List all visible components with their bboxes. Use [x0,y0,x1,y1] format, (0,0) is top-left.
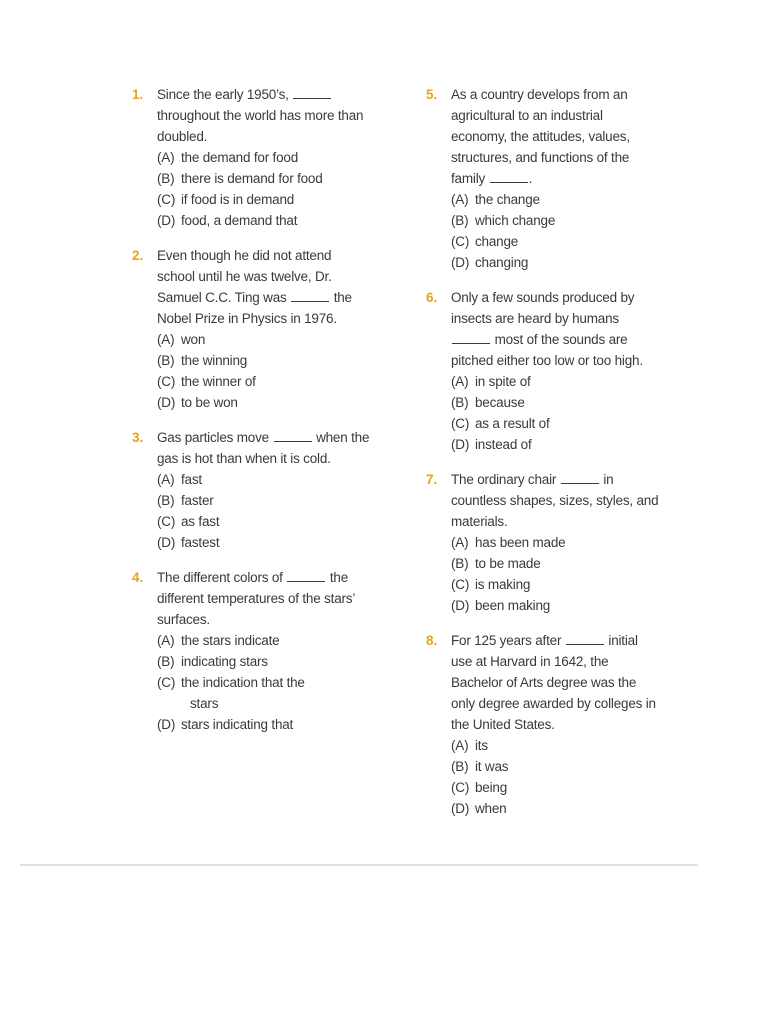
option-text: stars indicating that [181,717,294,732]
question-body [157,245,372,413]
answer-blank [274,429,312,442]
answer-option [451,231,662,252]
answer-option [451,574,662,595]
option-letter: (A) [157,150,175,165]
stem-text-after-blank: most of the sounds are pitched either too low or too high. [451,332,643,368]
option-text: as a result of [475,416,550,431]
option-letter: (B) [157,493,175,508]
option-letter: (D) [157,395,176,410]
stem-text-after-blank: when the gas is hot than when it is cold. [157,430,370,466]
stem-text-before-blank: Only a few sounds produced by insects are heard by humans [451,290,635,326]
option-text: the demand for food [181,150,299,165]
answer-option [157,147,372,168]
stem-text-after-blank: . [528,171,533,186]
question-number: 7. [426,472,438,487]
option-text: the stars indicate [181,633,280,648]
option-text: the change [475,192,540,207]
answer-option [451,553,662,574]
question-number: 5. [426,87,438,102]
answer-blank [561,471,599,484]
option-text: which change [475,213,556,228]
answer-option [157,651,372,672]
answer-option [451,210,662,231]
question-item [426,287,662,455]
answer-option [157,350,372,371]
answer-blank [452,331,490,344]
option-text: is making [475,577,531,592]
option-letter: (C) [451,416,470,431]
question-body [157,427,372,553]
option-text: its [475,738,488,753]
option-letter: (A) [157,633,175,648]
question-item [426,469,662,616]
option-text: to be won [181,395,238,410]
answer-option [157,672,372,693]
answer-option [451,189,662,210]
option-text: it was [475,759,509,774]
option-letter: (B) [157,353,175,368]
question-item [132,427,372,553]
option-text: indicating stars [181,654,268,669]
question-stem [451,469,662,532]
option-letter: (A) [451,535,469,550]
page-divider [20,864,698,866]
answer-option [451,595,662,616]
answer-option [157,210,372,231]
answer-option [451,252,662,273]
question-number: 4. [132,570,144,585]
answer-option [451,777,662,798]
option-text: if food is in demand [181,192,295,207]
option-letter: (B) [157,654,175,669]
option-letter: (D) [451,598,470,613]
stem-text-before-blank: Gas particles move [157,430,269,445]
option-letter: (D) [451,437,470,452]
answer-option [451,371,662,392]
answer-blank [566,632,604,645]
left-question-column [132,84,372,749]
option-letter: (B) [451,395,469,410]
answer-blank [490,170,528,183]
option-text: because [475,395,525,410]
stem-text-before-blank: Even though he did not attend school until he was twelve, Dr. Samuel C.C. Ting was [157,248,332,305]
question-item [132,245,372,413]
right-question-column [426,84,662,833]
answer-option [451,434,662,455]
answer-option [157,329,372,350]
stem-text-after-blank: initial use at Harvard in 1642, the Bachelor of Arts degree was the only degree awarded by colleges in the United States. [451,633,656,732]
option-letter: (A) [451,738,469,753]
stem-text-before-blank: The ordinary chair [451,472,557,487]
answer-option [451,392,662,413]
answer-option [157,511,372,532]
answer-option [451,413,662,434]
option-text: change [475,234,519,249]
answer-option [157,392,372,413]
question-item [132,567,372,735]
option-letter: (C) [451,577,470,592]
question-stem [157,567,372,630]
question-item [426,630,662,819]
option-text: the winning [181,353,248,368]
stem-text-before-blank: The different colors of [157,570,283,585]
question-stem [157,427,372,469]
question-number: 3. [132,430,144,445]
answer-option [451,735,662,756]
option-letter: (C) [451,234,470,249]
option-text: the indication that the [181,675,305,690]
stem-text-after-blank: the different temperatures of the stars’ surfaces. [157,570,355,627]
answer-option [451,756,662,777]
option-text: fastest [181,535,220,550]
option-text: to be made [475,556,541,571]
option-letter: (A) [157,472,175,487]
option-letter: (C) [157,514,176,529]
option-text: there is demand for food [181,171,323,186]
option-letter: (D) [157,717,176,732]
question-stem [451,630,662,735]
question-stem [157,84,372,147]
option-letter: (C) [157,374,176,389]
option-letter: (A) [451,374,469,389]
stem-text-before-blank: As a country develops from an agricultural to an industrial economy, the attitudes, values, structures, and functions of the family [451,87,630,186]
option-text: as fast [181,514,220,529]
option-text: changing [475,255,529,270]
option-text: food, a demand that [181,213,298,228]
question-body [451,469,662,616]
stem-text-after-blank: throughout the world has more than doubled. [157,108,364,144]
answer-blank [287,569,325,582]
question-body [451,630,662,819]
option-text: when [475,801,507,816]
question-body [157,84,372,231]
option-letter: (C) [451,780,470,795]
question-stem [451,84,662,189]
answer-option [157,714,372,735]
option-letter: (D) [157,535,176,550]
answer-option [157,371,372,392]
question-stem [157,245,372,329]
option-letter: (D) [157,213,176,228]
option-text-continuation: stars [190,696,219,711]
option-letter: (C) [157,675,176,690]
stem-text-after-blank: the Nobel Prize in Physics in 1976. [157,290,352,326]
option-letter: (B) [451,213,469,228]
option-letter: (B) [451,759,469,774]
question-number: 6. [426,290,438,305]
question-body [157,567,372,735]
option-letter: (B) [157,171,175,186]
question-body [451,84,662,273]
option-text: the winner of [181,374,256,389]
question-body [451,287,662,455]
stem-text-before-blank: For 125 years after [451,633,562,648]
option-text: being [475,780,508,795]
option-letter: (A) [451,192,469,207]
answer-option [157,630,372,651]
answer-blank [293,86,331,99]
option-letter: (D) [451,801,470,816]
question-stem [451,287,662,371]
stem-text-before-blank: Since the early 1950’s, [157,87,289,102]
option-letter: (A) [157,332,175,347]
option-text: has been made [475,535,566,550]
answer-option [157,168,372,189]
stem-text-after-blank: in countless shapes, sizes, styles, and materials. [451,472,659,529]
option-text: won [181,332,206,347]
option-text: fast [181,472,202,487]
question-number: 1. [132,87,144,102]
question-number: 8. [426,633,438,648]
answer-option [451,532,662,553]
answer-option [157,490,372,511]
option-text: been making [475,598,551,613]
answer-option [451,798,662,819]
option-text: faster [181,493,214,508]
answer-option [157,189,372,210]
question-item [132,84,372,231]
option-text: instead of [475,437,532,452]
question-number: 2. [132,248,144,263]
question-item [426,84,662,273]
answer-option [157,532,372,553]
option-letter: (D) [451,255,470,270]
option-letter: (B) [451,556,469,571]
answer-blank [291,289,329,302]
option-text: in spite of [475,374,531,389]
option-letter: (C) [157,192,176,207]
answer-option [157,469,372,490]
